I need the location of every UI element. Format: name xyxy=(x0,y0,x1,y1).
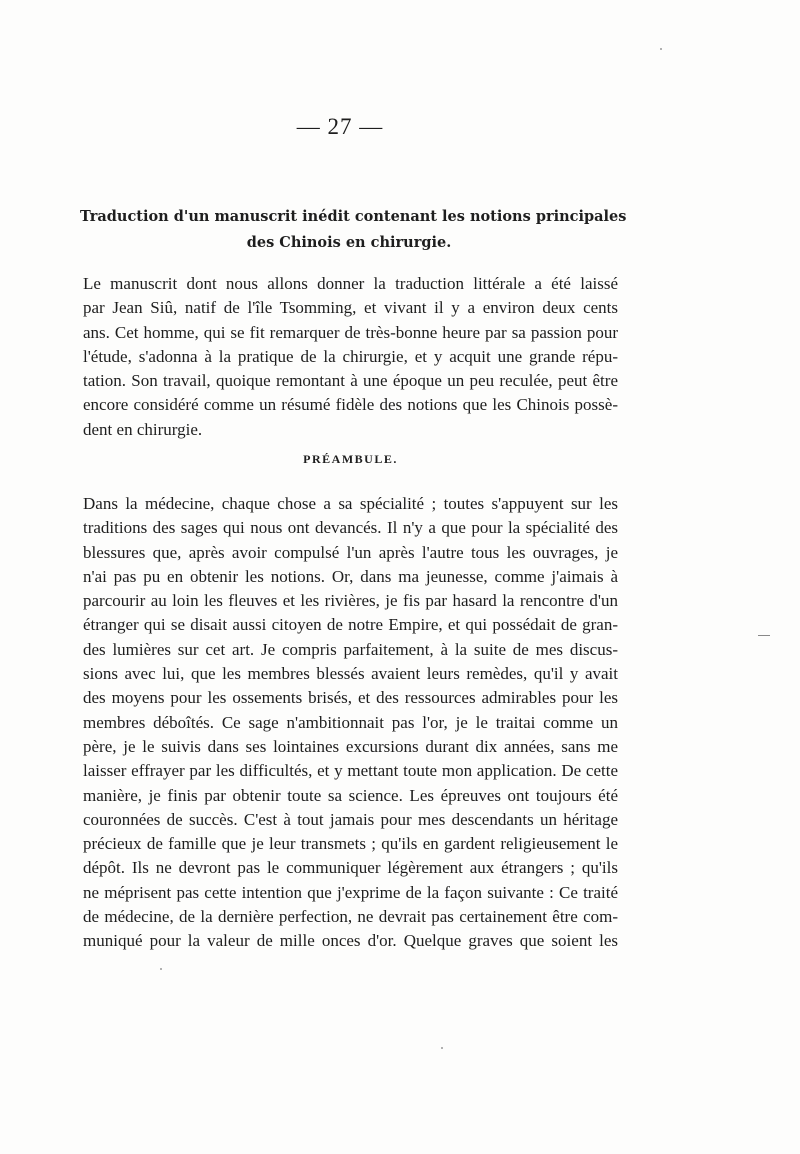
text-line: des moyens pour les ossements brisés, et des ressources admirables pour les xyxy=(83,688,618,708)
text-line: dent en chirurgie. xyxy=(83,419,203,439)
chapter-title xyxy=(80,204,627,256)
text-line: l'étude, s'adonna à la pratique de la chirurgie, et y acquit une grande répu- xyxy=(83,346,618,366)
text-line: père, je le suivis dans ses lointaines excursions durant dix années, sans me xyxy=(83,736,618,756)
text-line: n'ai pas pu en obtenir les notions. Or, dans ma jeunesse, comme j'aimais à xyxy=(83,566,618,586)
text-line: par Jean Siû, natif de l'île Tsomming, et vivant il y a environ deux cents xyxy=(83,298,618,318)
section-heading: PRÉAMBULE. xyxy=(303,452,398,466)
text-line: muniqué pour la valeur de mille onces d'or. Quelque graves que soient les xyxy=(83,931,618,951)
text-line: des lumières sur cet art. Je compris parfaitement, à la suite de mes discus- xyxy=(83,639,618,659)
speck xyxy=(441,1047,443,1049)
text-line: de médecine, de la dernière perfection, ne devrait pas certainement être com- xyxy=(83,907,618,927)
text-line: dépôt. Ils ne devront pas le communiquer légèrement aux étrangers ; qu'ils xyxy=(83,858,618,878)
text-line: Le manuscrit dont nous allons donner la traduction littérale a été laissé xyxy=(83,274,618,293)
title-line: Traduction d'un manuscrit inédit contenant les notions principales xyxy=(80,208,627,225)
text-line: tation. Son travail, quoique remontant à une époque un peu reculée, peut être xyxy=(83,371,618,391)
text-line: manière, je finis par obtenir toute sa science. Les épreuves ont toujours été xyxy=(83,785,618,805)
text-line: parcourir au loin les fleuves et les rivières, je fis par hasard la rencontre d'un xyxy=(83,591,618,611)
page-number: — 27 — xyxy=(296,114,384,139)
preamble-paragraph xyxy=(83,492,618,954)
speck xyxy=(160,968,162,970)
title-line: des Chinois en chirurgie. xyxy=(246,234,452,251)
text-line: blessures que, après avoir compulsé l'un après l'autre tous les ouvrages, je xyxy=(83,542,618,562)
text-line: ne méprisent pas cette intention que j'exprime de la façon suivante : Ce traité xyxy=(83,882,618,902)
text-line: encore considéré comme un résumé fidèle des notions que les Chinois possè- xyxy=(83,395,618,415)
text-line: traditions des sages qui nous ont devancés. Il n'y a que pour la spécialité des xyxy=(83,518,618,538)
text-line: laisser effrayer par les difficultés, et y mettant toute mon application. De cette xyxy=(83,761,618,781)
text-line: membres déboîtés. Ce sage n'ambitionnait pas l'or, je le traitai comme un xyxy=(83,712,618,732)
text-line: Dans la médecine, chaque chose a sa spécialité ; toutes s'appuyent sur les xyxy=(83,494,618,513)
text-line: précieux de famille que je leur transmets ; qu'ils en gardent religieusement le xyxy=(83,834,618,854)
intro-paragraph xyxy=(83,272,618,442)
text-line: couronnées de succès. C'est à tout jamais pour mes descendants un héritage xyxy=(83,809,618,829)
text-line: ans. Cet homme, qui se fit remarquer de très-bonne heure par sa passion pour xyxy=(83,322,618,342)
text-line: étranger qui se disait aussi citoyen de notre Empire, et qui possédait de gran- xyxy=(83,615,618,635)
speck xyxy=(660,48,662,50)
text-line: sions avec lui, que les membres blessés avaient leurs remèdes, qu'il y avait xyxy=(83,664,618,684)
margin-mark xyxy=(758,635,770,636)
